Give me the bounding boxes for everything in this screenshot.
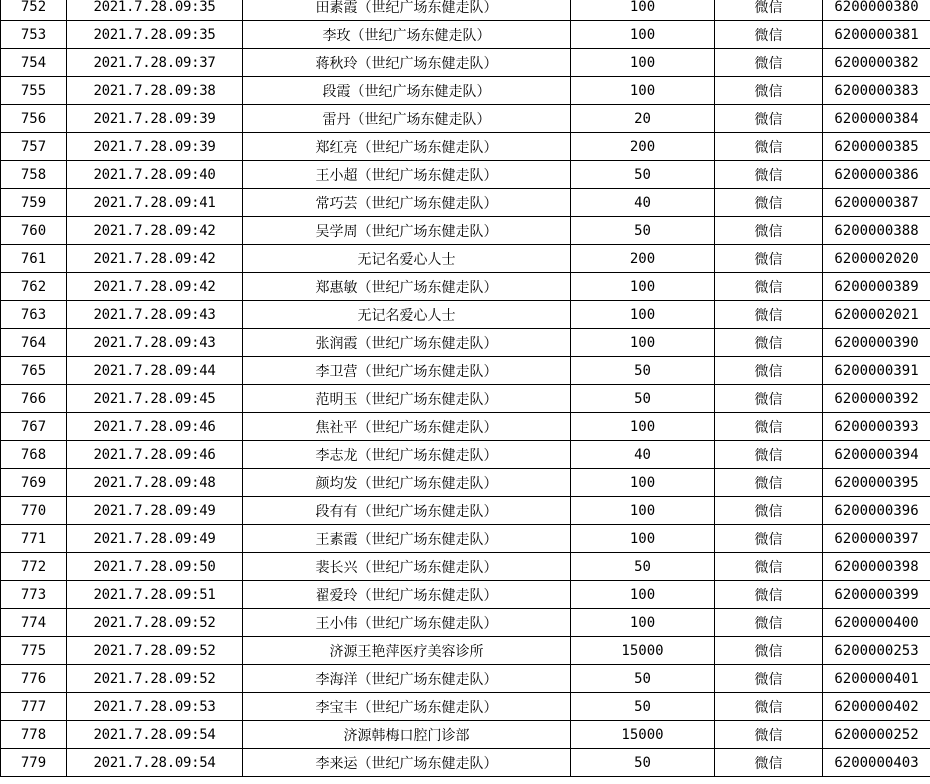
donation-time: 2021.7.28.09:54 xyxy=(67,749,243,777)
receipt-number: 6200000389 xyxy=(823,273,930,301)
table-row xyxy=(1,161,930,189)
donor-name: 田素霞（世纪广场东健走队） xyxy=(243,0,571,21)
receipt-number: 6200002021 xyxy=(823,301,930,329)
payment-method: 微信 xyxy=(715,721,823,749)
donation-time: 2021.7.28.09:42 xyxy=(67,217,243,245)
table-row xyxy=(1,553,930,581)
row-number: 759 xyxy=(1,189,67,217)
row-number: 778 xyxy=(1,721,67,749)
row-number: 754 xyxy=(1,49,67,77)
row-number: 773 xyxy=(1,581,67,609)
row-number: 774 xyxy=(1,609,67,637)
donor-name: 范明玉（世纪广场东健走队） xyxy=(243,385,571,413)
receipt-number: 6200000395 xyxy=(823,469,930,497)
row-number: 757 xyxy=(1,133,67,161)
donor-name: 济源王艳萍医疗美容诊所 xyxy=(243,637,571,665)
table-row xyxy=(1,77,930,105)
payment-method: 微信 xyxy=(715,357,823,385)
row-number: 765 xyxy=(1,357,67,385)
row-number: 769 xyxy=(1,469,67,497)
table-row xyxy=(1,21,930,49)
donation-time: 2021.7.28.09:35 xyxy=(67,21,243,49)
donation-time: 2021.7.28.09:52 xyxy=(67,665,243,693)
payment-method: 微信 xyxy=(715,217,823,245)
receipt-number: 6200000400 xyxy=(823,609,930,637)
donation-time: 2021.7.28.09:45 xyxy=(67,385,243,413)
donation-time: 2021.7.28.09:52 xyxy=(67,609,243,637)
donation-amount: 100 xyxy=(571,49,715,77)
receipt-number: 6200000402 xyxy=(823,693,930,721)
payment-method: 微信 xyxy=(715,637,823,665)
receipt-number: 6200000391 xyxy=(823,357,930,385)
table-row xyxy=(1,49,930,77)
donation-time: 2021.7.28.09:35 xyxy=(67,0,243,21)
donation-time: 2021.7.28.09:40 xyxy=(67,161,243,189)
table-row xyxy=(1,357,930,385)
donor-name: 郑红亮（世纪广场东健走队） xyxy=(243,133,571,161)
donation-amount: 50 xyxy=(571,357,715,385)
row-number: 777 xyxy=(1,693,67,721)
row-number: 766 xyxy=(1,385,67,413)
donation-amount: 50 xyxy=(571,749,715,777)
row-number: 775 xyxy=(1,637,67,665)
receipt-number: 6200000252 xyxy=(823,721,930,749)
payment-method: 微信 xyxy=(715,105,823,133)
donation-time: 2021.7.28.09:42 xyxy=(67,245,243,273)
donation-time: 2021.7.28.09:42 xyxy=(67,273,243,301)
payment-method: 微信 xyxy=(715,273,823,301)
table-row xyxy=(1,469,930,497)
donor-name: 李志龙（世纪广场东健走队） xyxy=(243,441,571,469)
donation-amount: 50 xyxy=(571,217,715,245)
donation-time: 2021.7.28.09:43 xyxy=(67,301,243,329)
donation-amount: 50 xyxy=(571,553,715,581)
table-row xyxy=(1,693,930,721)
donor-name: 无记名爱心人士 xyxy=(243,245,571,273)
donation-time: 2021.7.28.09:43 xyxy=(67,329,243,357)
row-number: 755 xyxy=(1,77,67,105)
row-number: 768 xyxy=(1,441,67,469)
receipt-number: 6200000392 xyxy=(823,385,930,413)
donation-amount: 20 xyxy=(571,105,715,133)
donation-amount: 100 xyxy=(571,525,715,553)
receipt-number: 6200000390 xyxy=(823,329,930,357)
table-row xyxy=(1,525,930,553)
donor-name: 济源韩梅口腔门诊部 xyxy=(243,721,571,749)
table-row xyxy=(1,217,930,245)
receipt-number: 6200000396 xyxy=(823,497,930,525)
receipt-number: 6200000399 xyxy=(823,581,930,609)
receipt-number: 6200000387 xyxy=(823,189,930,217)
receipt-number: 6200000397 xyxy=(823,525,930,553)
row-number: 772 xyxy=(1,553,67,581)
donation-time: 2021.7.28.09:51 xyxy=(67,581,243,609)
donation-amount: 50 xyxy=(571,161,715,189)
row-number: 762 xyxy=(1,273,67,301)
donation-amount: 100 xyxy=(571,497,715,525)
donor-name: 段霞（世纪广场东健走队） xyxy=(243,77,571,105)
receipt-number: 6200000401 xyxy=(823,665,930,693)
donation-amount: 15000 xyxy=(571,721,715,749)
donation-time: 2021.7.28.09:50 xyxy=(67,553,243,581)
donor-name: 李海洋（世纪广场东健走队） xyxy=(243,665,571,693)
payment-method: 微信 xyxy=(715,21,823,49)
payment-method: 微信 xyxy=(715,413,823,441)
donor-name: 郑惠敏（世纪广场东健走队） xyxy=(243,273,571,301)
donor-name: 蒋秋玲（世纪广场东健走队） xyxy=(243,49,571,77)
table-body xyxy=(1,0,930,777)
table-row xyxy=(1,581,930,609)
table-row xyxy=(1,245,930,273)
donation-time: 2021.7.28.09:52 xyxy=(67,637,243,665)
donation-amount: 15000 xyxy=(571,637,715,665)
donation-time: 2021.7.28.09:39 xyxy=(67,133,243,161)
table-row xyxy=(1,441,930,469)
table-row xyxy=(1,273,930,301)
payment-method: 微信 xyxy=(715,693,823,721)
donation-time: 2021.7.28.09:39 xyxy=(67,105,243,133)
donation-time: 2021.7.28.09:48 xyxy=(67,469,243,497)
payment-method: 微信 xyxy=(715,133,823,161)
receipt-number: 6200000386 xyxy=(823,161,930,189)
donor-name: 李来运（世纪广场东健走队） xyxy=(243,749,571,777)
row-number: 758 xyxy=(1,161,67,189)
donation-time: 2021.7.28.09:53 xyxy=(67,693,243,721)
payment-method: 微信 xyxy=(715,441,823,469)
donation-time: 2021.7.28.09:37 xyxy=(67,49,243,77)
receipt-number: 6200002020 xyxy=(823,245,930,273)
donor-name: 常巧芸（世纪广场东健走队） xyxy=(243,189,571,217)
donation-amount: 40 xyxy=(571,189,715,217)
donor-name: 李玫（世纪广场东健走队） xyxy=(243,21,571,49)
payment-method: 微信 xyxy=(715,189,823,217)
payment-method: 微信 xyxy=(715,49,823,77)
payment-method: 微信 xyxy=(715,581,823,609)
receipt-number: 6200000383 xyxy=(823,77,930,105)
receipt-number: 6200000403 xyxy=(823,749,930,777)
donation-time: 2021.7.28.09:54 xyxy=(67,721,243,749)
payment-method: 微信 xyxy=(715,497,823,525)
donor-name: 张润霞（世纪广场东健走队） xyxy=(243,329,571,357)
donation-amount: 100 xyxy=(571,469,715,497)
donation-amount: 200 xyxy=(571,245,715,273)
donation-amount: 100 xyxy=(571,21,715,49)
table-row xyxy=(1,497,930,525)
donation-time: 2021.7.28.09:46 xyxy=(67,441,243,469)
table-row xyxy=(1,189,930,217)
donor-name: 王小伟（世纪广场东健走队） xyxy=(243,609,571,637)
donation-amount: 100 xyxy=(571,0,715,21)
donation-time: 2021.7.28.09:49 xyxy=(67,525,243,553)
row-number: 756 xyxy=(1,105,67,133)
donation-amount: 40 xyxy=(571,441,715,469)
payment-method: 微信 xyxy=(715,525,823,553)
receipt-number: 6200000384 xyxy=(823,105,930,133)
donation-amount: 50 xyxy=(571,665,715,693)
row-number: 753 xyxy=(1,21,67,49)
donor-name: 王素霞（世纪广场东健走队） xyxy=(243,525,571,553)
payment-method: 微信 xyxy=(715,77,823,105)
table-row xyxy=(1,133,930,161)
donation-amount: 100 xyxy=(571,301,715,329)
payment-method: 微信 xyxy=(715,161,823,189)
donor-name: 王小超（世纪广场东健走队） xyxy=(243,161,571,189)
donation-amount: 50 xyxy=(571,385,715,413)
donor-name: 裴长兴（世纪广场东健走队） xyxy=(243,553,571,581)
donor-name: 李宝丰（世纪广场东健走队） xyxy=(243,693,571,721)
donation-amount: 100 xyxy=(571,581,715,609)
receipt-number: 6200000380 xyxy=(823,0,930,21)
row-number: 752 xyxy=(1,0,67,21)
table-row xyxy=(1,329,930,357)
table-row xyxy=(1,105,930,133)
receipt-number: 6200000385 xyxy=(823,133,930,161)
payment-method: 微信 xyxy=(715,749,823,777)
receipt-number: 6200000394 xyxy=(823,441,930,469)
payment-method: 微信 xyxy=(715,301,823,329)
donation-time: 2021.7.28.09:41 xyxy=(67,189,243,217)
donation-time: 2021.7.28.09:44 xyxy=(67,357,243,385)
donation-amount: 100 xyxy=(571,273,715,301)
donor-name: 段有有（世纪广场东健走队） xyxy=(243,497,571,525)
receipt-number: 6200000381 xyxy=(823,21,930,49)
receipt-number: 6200000253 xyxy=(823,637,930,665)
donation-amount: 50 xyxy=(571,693,715,721)
donation-time: 2021.7.28.09:49 xyxy=(67,497,243,525)
receipt-number: 6200000382 xyxy=(823,49,930,77)
donation-amount: 100 xyxy=(571,413,715,441)
payment-method: 微信 xyxy=(715,245,823,273)
row-number: 760 xyxy=(1,217,67,245)
donation-amount: 200 xyxy=(571,133,715,161)
payment-method: 微信 xyxy=(715,329,823,357)
donor-name: 李卫营（世纪广场东健走队） xyxy=(243,357,571,385)
donor-name: 翟爱玲（世纪广场东健走队） xyxy=(243,581,571,609)
row-number: 776 xyxy=(1,665,67,693)
receipt-number: 6200000388 xyxy=(823,217,930,245)
donor-name: 吴学周（世纪广场东健走队） xyxy=(243,217,571,245)
payment-method: 微信 xyxy=(715,609,823,637)
donation-time: 2021.7.28.09:38 xyxy=(67,77,243,105)
table-row xyxy=(1,637,930,665)
donor-name: 焦社平（世纪广场东健走队） xyxy=(243,413,571,441)
receipt-number: 6200000398 xyxy=(823,553,930,581)
table-row xyxy=(1,749,930,777)
donor-name: 无记名爱心人士 xyxy=(243,301,571,329)
row-number: 763 xyxy=(1,301,67,329)
donation-amount: 100 xyxy=(571,329,715,357)
row-number: 779 xyxy=(1,749,67,777)
payment-method: 微信 xyxy=(715,665,823,693)
row-number: 764 xyxy=(1,329,67,357)
donation-time: 2021.7.28.09:46 xyxy=(67,413,243,441)
row-number: 771 xyxy=(1,525,67,553)
payment-method: 微信 xyxy=(715,469,823,497)
table-row xyxy=(1,0,930,21)
donation-amount: 100 xyxy=(571,609,715,637)
payment-method: 微信 xyxy=(715,0,823,21)
receipt-number: 6200000393 xyxy=(823,413,930,441)
donor-name: 颜均发（世纪广场东健走队） xyxy=(243,469,571,497)
table-row xyxy=(1,609,930,637)
table-row xyxy=(1,413,930,441)
table-row xyxy=(1,301,930,329)
donation-amount: 100 xyxy=(571,77,715,105)
table-row xyxy=(1,385,930,413)
row-number: 767 xyxy=(1,413,67,441)
table-row xyxy=(1,721,930,749)
payment-method: 微信 xyxy=(715,385,823,413)
payment-method: 微信 xyxy=(715,553,823,581)
donor-name: 雷丹（世纪广场东健走队） xyxy=(243,105,571,133)
row-number: 770 xyxy=(1,497,67,525)
table-row xyxy=(1,665,930,693)
row-number: 761 xyxy=(1,245,67,273)
